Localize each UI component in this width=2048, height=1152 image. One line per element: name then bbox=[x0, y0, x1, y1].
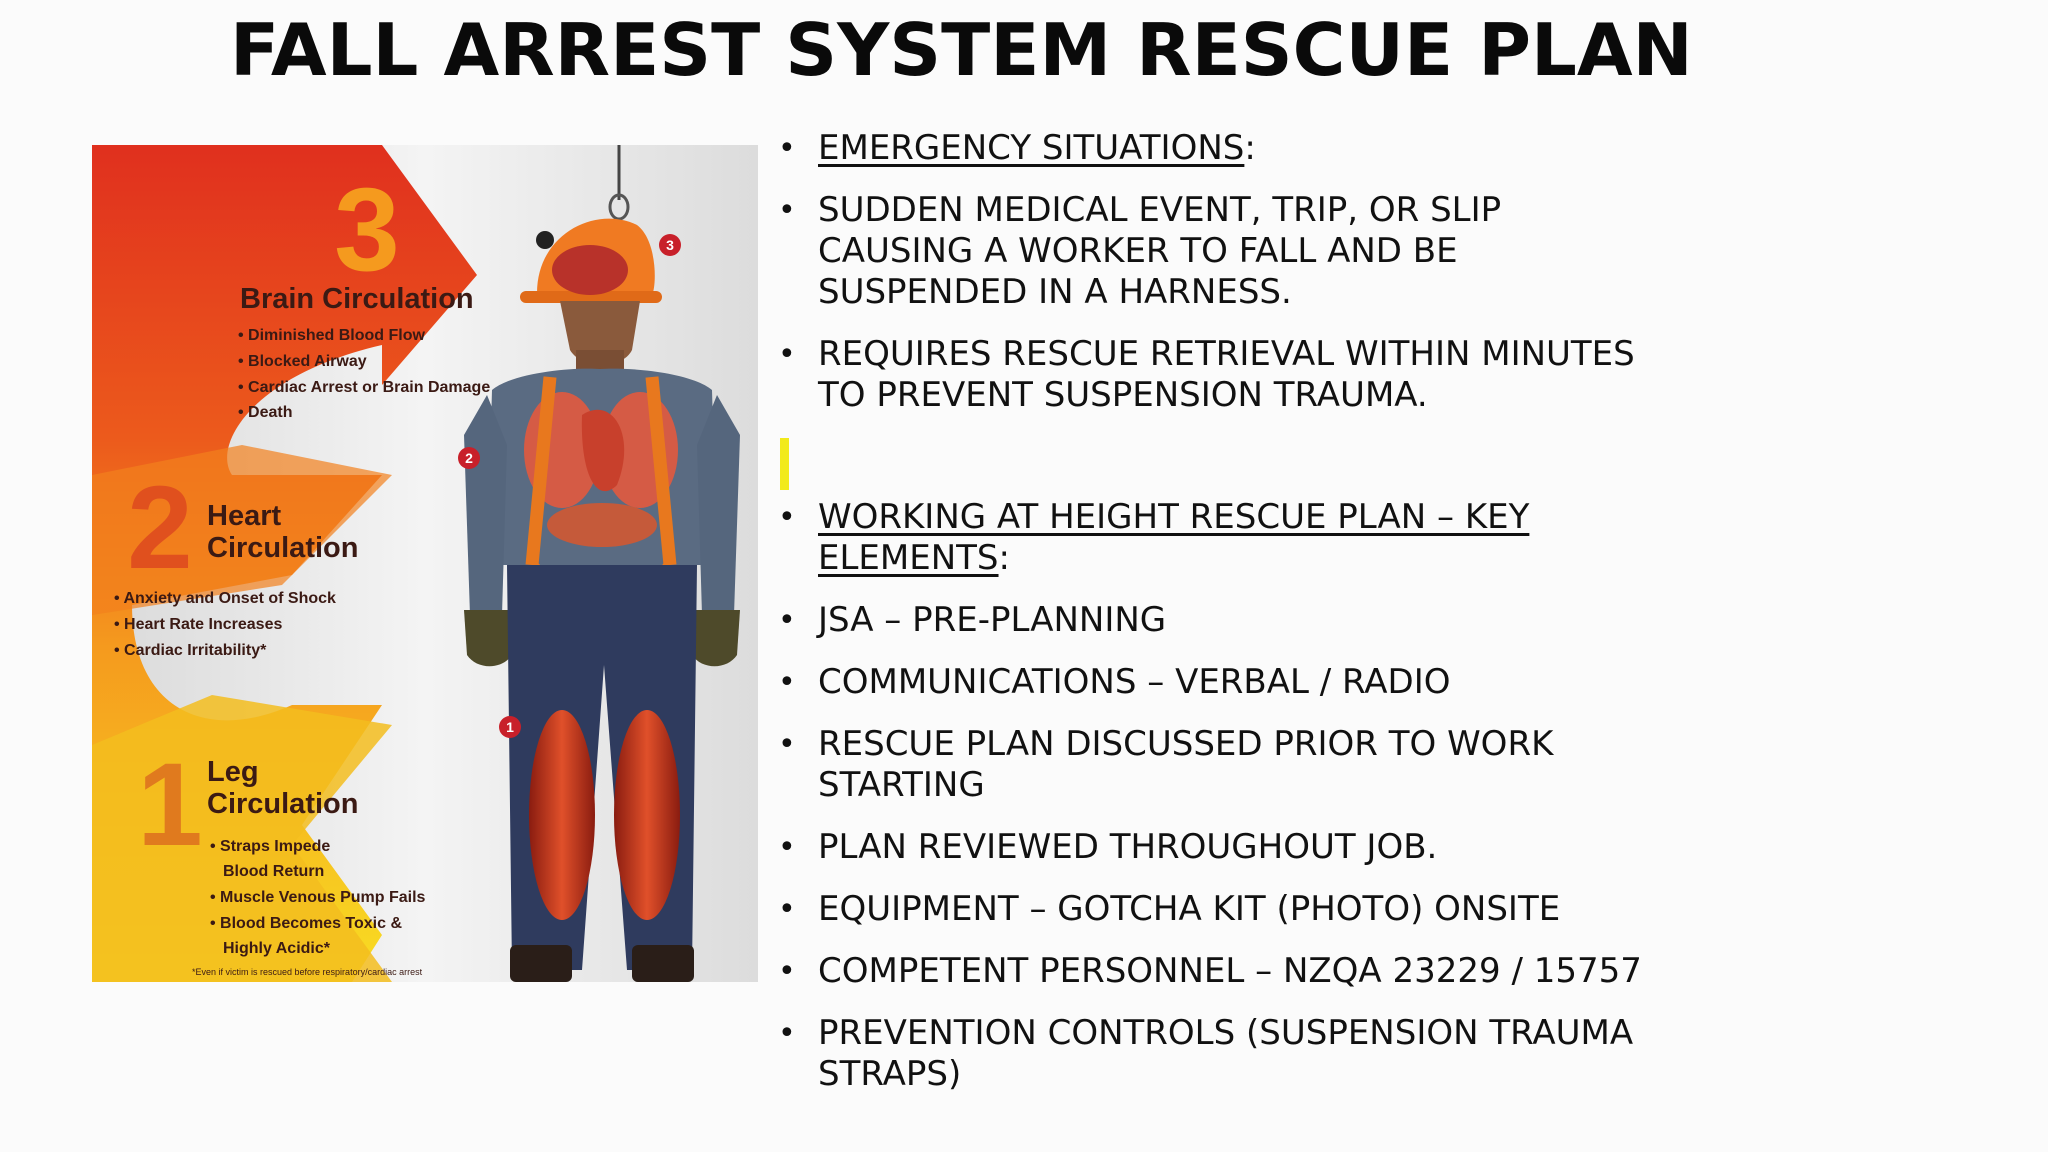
section2-title-line1: Heart bbox=[207, 500, 282, 532]
section2-item: • Cardiac Irritability* bbox=[114, 642, 267, 659]
bullet-item: • COMMUNICATIONS – VERBAL / RADIO bbox=[775, 662, 1655, 703]
bullet-item: • PLAN REVIEWED THROUGHOUT JOB. bbox=[775, 827, 1655, 868]
section1-item: • Blood Becomes Toxic & bbox=[210, 915, 403, 932]
section3-item: • Death bbox=[238, 404, 293, 421]
bullet-item: • REQUIRES RESCUE RETRIEVAL WITHIN MINUTES TO PREVENT SUSPENSION TRAUMA. bbox=[775, 334, 1655, 416]
svg-text:3: 3 bbox=[666, 237, 674, 253]
emergency-heading: • EMERGENCY SITUATIONS: bbox=[775, 128, 1655, 169]
bullet-item: • EQUIPMENT – GOTCHA KIT (PHOTO) ONSITE bbox=[775, 889, 1655, 930]
section2-number: 2 bbox=[127, 462, 193, 594]
section1-item: • Muscle Venous Pump Fails bbox=[210, 889, 426, 906]
poster-footnote: *Even if victim is rescued before respiratory/cardiac arrest bbox=[192, 967, 423, 977]
marker-3 bbox=[659, 234, 681, 256]
slide-title: FALL ARREST SYSTEM RESCUE PLAN bbox=[230, 8, 1693, 92]
section1-item: Highly Acidic* bbox=[223, 940, 330, 957]
bullet-item: • JSA – PRE-PLANNING bbox=[775, 600, 1655, 641]
section1-item: • Straps Impede bbox=[210, 838, 331, 855]
section1-title-line2: Circulation bbox=[207, 788, 359, 820]
plan-heading: • WORKING AT HEIGHT RESCUE PLAN – KEY ELEMENTS: bbox=[775, 497, 1655, 579]
section1-number: 1 bbox=[137, 739, 203, 871]
section2-item: • Heart Rate Increases bbox=[114, 616, 283, 633]
svg-text:2: 2 bbox=[465, 450, 473, 466]
section3-item: • Diminished Blood Flow bbox=[238, 327, 425, 344]
bullet-item: • RESCUE PLAN DISCUSSED PRIOR TO WORK STARTING bbox=[775, 724, 1655, 806]
section2-title-line2: Circulation bbox=[207, 532, 359, 564]
marker-1 bbox=[499, 716, 521, 738]
bullet-list bbox=[775, 128, 1655, 1116]
bullet-spacer bbox=[775, 437, 1655, 497]
section2-item: • Anxiety and Onset of Shock bbox=[114, 590, 336, 607]
section1-title-line1: Leg bbox=[207, 756, 259, 788]
section3-item: • Blocked Airway bbox=[238, 353, 367, 370]
section3-title: Brain Circulation bbox=[240, 283, 474, 315]
section3-item: • Cardiac Arrest or Brain Damage bbox=[238, 379, 491, 396]
bullet-item: • COMPETENT PERSONNEL – NZQA 23229 / 15757 bbox=[775, 951, 1655, 992]
suspension-trauma-poster bbox=[92, 145, 758, 982]
svg-text:1: 1 bbox=[506, 719, 514, 735]
section3-number: 3 bbox=[334, 164, 400, 296]
bullet-item: • PREVENTION CONTROLS (SUSPENSION TRAUMA STRAPS) bbox=[775, 1013, 1655, 1095]
marker-2 bbox=[458, 447, 480, 469]
section1-item: Blood Return bbox=[223, 863, 325, 880]
bullet-item: • SUDDEN MEDICAL EVENT, TRIP, OR SLIP CAUSING A WORKER TO FALL AND BE SUSPENDED IN A HARNESS. bbox=[775, 190, 1655, 313]
